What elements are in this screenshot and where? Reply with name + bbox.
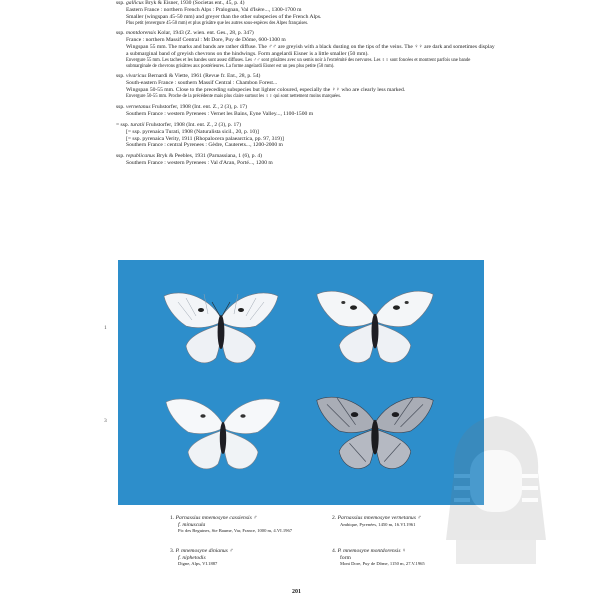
subspecies-french-text: Envergure 50-55 mm. Proche de la précédente mais plus claire surtout les ♀♀ qui sont nettement moins marquées. — [126, 94, 342, 100]
caption-species: P. mnemosyne montdorensis ♀ — [337, 548, 407, 554]
subspecies-description-line: South-eastern France : southern Massif Central : Chambon Forest... — [126, 80, 278, 87]
caption-locality: Digne, Alps, VI.1887 — [178, 561, 218, 567]
subspecies-description-line: [= ssp. pyrenaica Verity, 1911 (Rhopalocera palaearctica, pp. 97, 319)] — [126, 135, 284, 142]
caption-species: Parnassius mnemosyne vernetanus ♂ — [337, 515, 422, 521]
subspecies-heading — [116, 122, 496, 129]
subspecies-name: vivaricus — [125, 73, 147, 80]
subspecies-heading — [116, 104, 496, 111]
caption-species: P. mnemosyne dinianus ♂ — [175, 548, 234, 554]
subspecies-name: vernetanus — [125, 103, 151, 110]
caption-number: 1. — [170, 515, 175, 521]
subspecies-name: republicanus — [125, 153, 155, 160]
plate-row-label-1: 1 — [104, 325, 107, 331]
subspecies-prefix: ssp. — [116, 30, 125, 37]
caption-4 — [332, 548, 482, 567]
butterfly-specimen-2 — [308, 280, 442, 374]
subspecies-authority: Fruhstorfer, 1908 (Int. ent. Z., 2 (3), p. 17) — [145, 121, 241, 128]
page-number: 201 — [292, 589, 301, 595]
butterfly-plate-photo — [118, 260, 484, 505]
caption-2 — [332, 515, 482, 527]
subspecies-description-line: France : northern Massif Central : Mt Dore, Puy de Dôme, 600-1300 m — [126, 37, 286, 44]
subspecies-entry — [116, 104, 496, 118]
subspecies-prefix: = ssp. — [116, 121, 130, 128]
subspecies-description-line: Southern France : central Pyrenees : Gèdre, Cauterets..., 1200-2000 m — [126, 142, 283, 149]
subspecies-entry — [116, 122, 496, 150]
subspecies-authority: Bryk & Eisner, 1930 (Societas ent., 45, p. 4) — [145, 0, 245, 6]
plate-row-label-3: 3 — [104, 418, 107, 424]
subspecies-description-line: Wingspan 55 mm. The marks and bands are rather diffuse. The ♂♂ are greyish with a black dusting on the tips of the veins. The ♀♀ are dark and sometimes display a submarginal band of greyish chevrons on the hindwings. Form angelardi Eisner is a little smaller (50 mm). — [126, 44, 495, 58]
caption-locality: Pic des Beguines, Ste Baume, Var, France, 1000 m, 4.VI.1967 — [178, 528, 293, 534]
subspecies-french-text: Envergure 55 mm. Les taches et les bandes sont assez diffuses. Les ♂♂ sont grisâtres avec un semis noir à l'extrémité des nervures. Les ♀♀ sont foncées et montrent parfois une bande submarginale de chevrons grisâtres aux postérieures. La forme angelardi Eisner est un peu plus petite (50 mm). — [126, 58, 471, 69]
subspecies-description-line: Eastern France : northern French Alps : Pralognan, Val d'Isère..., 1300-1700 m — [126, 6, 302, 13]
subspecies-name: gallicus — [125, 0, 144, 6]
subspecies-heading — [116, 0, 496, 7]
butterfly-specimen-4 — [308, 386, 442, 480]
subspecies-entry — [116, 30, 496, 69]
subspecies-heading — [116, 153, 496, 160]
caption-number: 3. — [170, 548, 175, 554]
caption-species: Parnassius mnemosyne cassiensis ♂ — [175, 515, 258, 521]
subspecies-entry — [116, 73, 496, 99]
subspecies-authority: Bryk & Peebles, 1931 (Parnassiana, 1 (6), p. 4) — [156, 153, 263, 160]
subspecies-authority: Kolar, 1943 (Z. wien. ent. Ges., 28, p. 347) — [157, 30, 254, 37]
subspecies-entry — [116, 153, 496, 167]
subspecies-name: turatii — [130, 121, 145, 128]
caption-1 — [170, 515, 320, 534]
caption-number: 2. — [332, 515, 337, 521]
subspecies-description-line: Wingspan 50-55 mm. Close to the preceding subspecies but lighter coloured, especially the ♀♀ who are clearly less marked. — [126, 87, 406, 94]
subspecies-entry — [116, 0, 496, 26]
subspecies-prefix: ssp. — [116, 0, 125, 6]
caption-locality: Mont Dore, Puy de Dôme, 1150 m, 27.V.1965 — [340, 561, 425, 567]
caption-locality: Ambique, Pyrenées, 1450 m, 16.VI.1961 — [340, 521, 416, 527]
caption-form: f. minuscula — [178, 521, 206, 528]
caption-form: form — [340, 554, 351, 561]
subspecies-french-text: Plus petit (envergure 45-50 mm) et plus grisâtre que les autres sous-espèces des Alpes françaises. — [126, 20, 309, 26]
subspecies-description-line: Southern France : western Pyrenees : Val d'Aran, Porté..., 1200 m — [126, 160, 273, 167]
subspecies-prefix: ssp. — [116, 73, 125, 80]
subspecies-prefix: ssp. — [116, 103, 125, 110]
caption-number: 4. — [332, 548, 337, 554]
butterfly-specimen-3 — [158, 388, 288, 480]
caption-3 — [170, 548, 320, 567]
butterfly-specimen-1 — [156, 282, 286, 374]
caption-form: f. niphetodis — [178, 554, 206, 561]
subspecies-prefix: ssp. — [116, 153, 125, 160]
subspecies-description-line: [= ssp. pyrenaica Turati, 1908 (Naturalista sicil., 20, p. 10)] — [126, 128, 259, 135]
subspecies-description-line: Smaller (wingspan 45-50 mm) and greyer than the other subspecies of the French Alps. — [126, 13, 322, 20]
subspecies-description-line: Southern France : western Pyrenees : Vernet les Bains, Eyne Valley..., 1100-1500 m — [126, 110, 314, 117]
subspecies-name: montdorensis — [125, 30, 156, 37]
pharaoh-watermark-icon — [436, 410, 556, 570]
subspecies-text — [116, 0, 496, 171]
subspecies-authority: Bernardi & Viette, 1961 (Revue fr. Ent., 28, p. 54) — [147, 73, 261, 80]
subspecies-authority: Fruhstorfer, 1908 (Int. ent. Z., 2 (3), p. 17) — [151, 103, 247, 110]
subspecies-entry-list — [116, 0, 496, 167]
